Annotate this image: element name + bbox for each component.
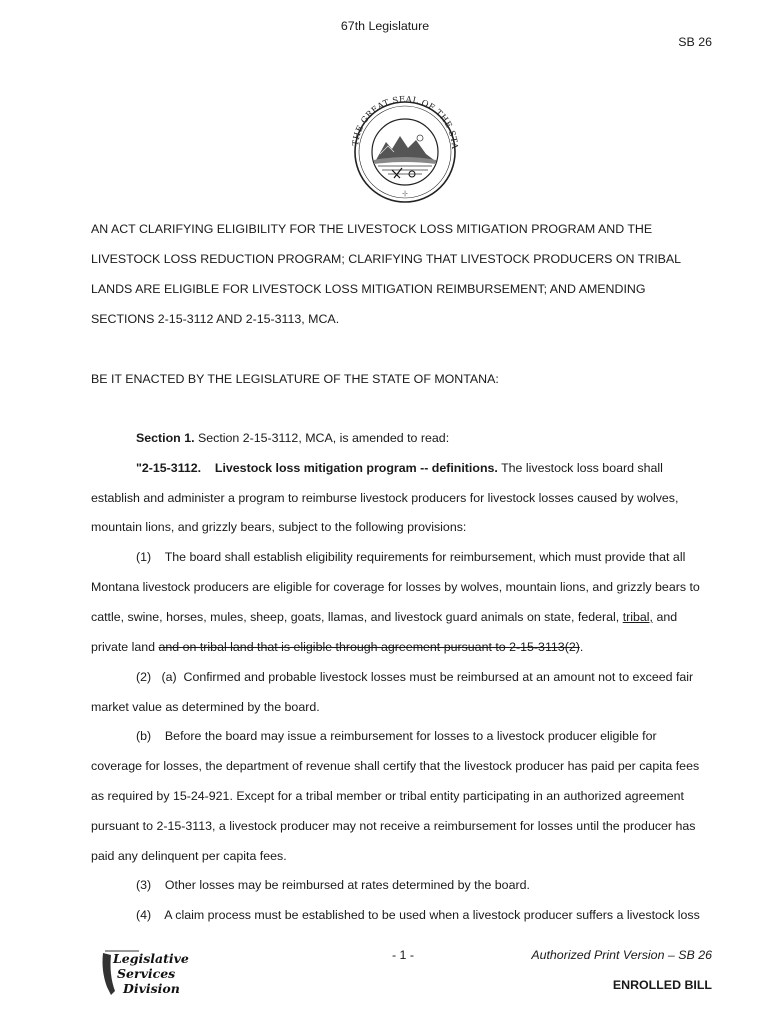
body-line: Montana livestock producers are eligible for coverage for losses by wolves, mountain lions, and grizzly bears to [91,580,700,594]
subsection-2a: (2) (a) Confirmed and probable livestock losses must be reimbursed at an amount not to exceed fair [136,670,694,684]
body-line: pursuant to 2-15-3113, a livestock producer may not receive a reimbursement for losses until the producer has [91,819,696,833]
svg-text:-|-: -|- [402,191,408,197]
title-line: LIVESTOCK LOSS REDUCTION PROGRAM; CLARIFYING THAT LIVESTOCK PRODUCERS ON TRIBAL [91,252,682,266]
enacting-clause: BE IT ENACTED BY THE LEGISLATURE OF THE STATE OF MONTANA: [91,372,499,386]
print-version: Authorized Print Version – SB 26 [531,948,712,962]
title-line: AN ACT CLARIFYING ELIGIBILITY FOR THE LIVESTOCK LOSS MITIGATION PROGRAM AND THE [91,222,653,236]
inserted-text: tribal, [622,610,654,624]
subsection-1: (1) The board shall establish eligibility requirements for reimbursement, which must provide that all [136,550,686,564]
statute-text: The livestock loss board shall [497,461,663,475]
seal-text: THE GREAT SEAL OF THE STA [350,94,461,150]
body-line [91,640,583,654]
body-line: as required by 15-24-921. Except for a tribal member or tribal entity participating in an authorized agreement [91,789,685,803]
body-line [91,610,677,624]
section-heading-text: Section 2-15-3112, MCA, is amended to read: [194,431,450,445]
bill-number: SB 26 [678,35,712,49]
page-number: - 1 - [391,948,415,962]
section-heading [136,431,449,445]
body-text: cattle, swine, horses, mules, sheep, goats, llamas, and livestock guard animals on state, federal, [91,610,623,624]
legislative-services-logo [99,947,191,999]
section-number: Section 1. [136,431,195,445]
deleted-text: and on tribal land that is eligible through agreement pursuant to 2-15-3113(2) [158,640,580,654]
title-line: LANDS ARE ELIGIBLE FOR LIVESTOCK LOSS MITIGATION REIMBURSEMENT; AND AMENDING [91,282,646,296]
subsection-2b: (b) Before the board may issue a reimbursement for losses to a livestock producer eligible for [136,729,657,743]
state-seal-icon [340,94,470,204]
logo-line: Division [123,981,180,996]
body-line: paid any delinquent per capita fees. [91,849,287,863]
title-line: SECTIONS 2-15-3112 AND 2-15-3113, MCA. [91,312,340,326]
statute-heading [136,461,663,475]
enrolled-bill-label: ENROLLED BILL [612,978,712,992]
body-line: coverage for losses, the department of revenue shall certify that the livestock producer has paid per capita fees [91,759,700,773]
body-line: mountain lions, and grizzly bears, subject to the following provisions: [91,520,467,534]
legislature-header: 67th Legislature [340,19,430,33]
body-line: establish and administer a program to reimburse livestock producers for livestock losses caused by wolves, [91,491,679,505]
logo-line: Services [117,966,176,981]
subsection-3: (3) Other losses may be reimbursed at rates determined by the board. [136,878,530,892]
body-text: private land [91,640,159,654]
subsection-4: (4) A claim process must be established to be used when a livestock producer suffers a livestock loss [136,908,700,922]
body-text: . [579,640,584,654]
statute-title: "2-15-3112. Livestock loss mitigation program -- definitions. [136,461,498,475]
body-line: market value as determined by the board. [91,700,320,714]
logo-line: Legislative [113,951,189,966]
body-text: and [653,610,678,624]
